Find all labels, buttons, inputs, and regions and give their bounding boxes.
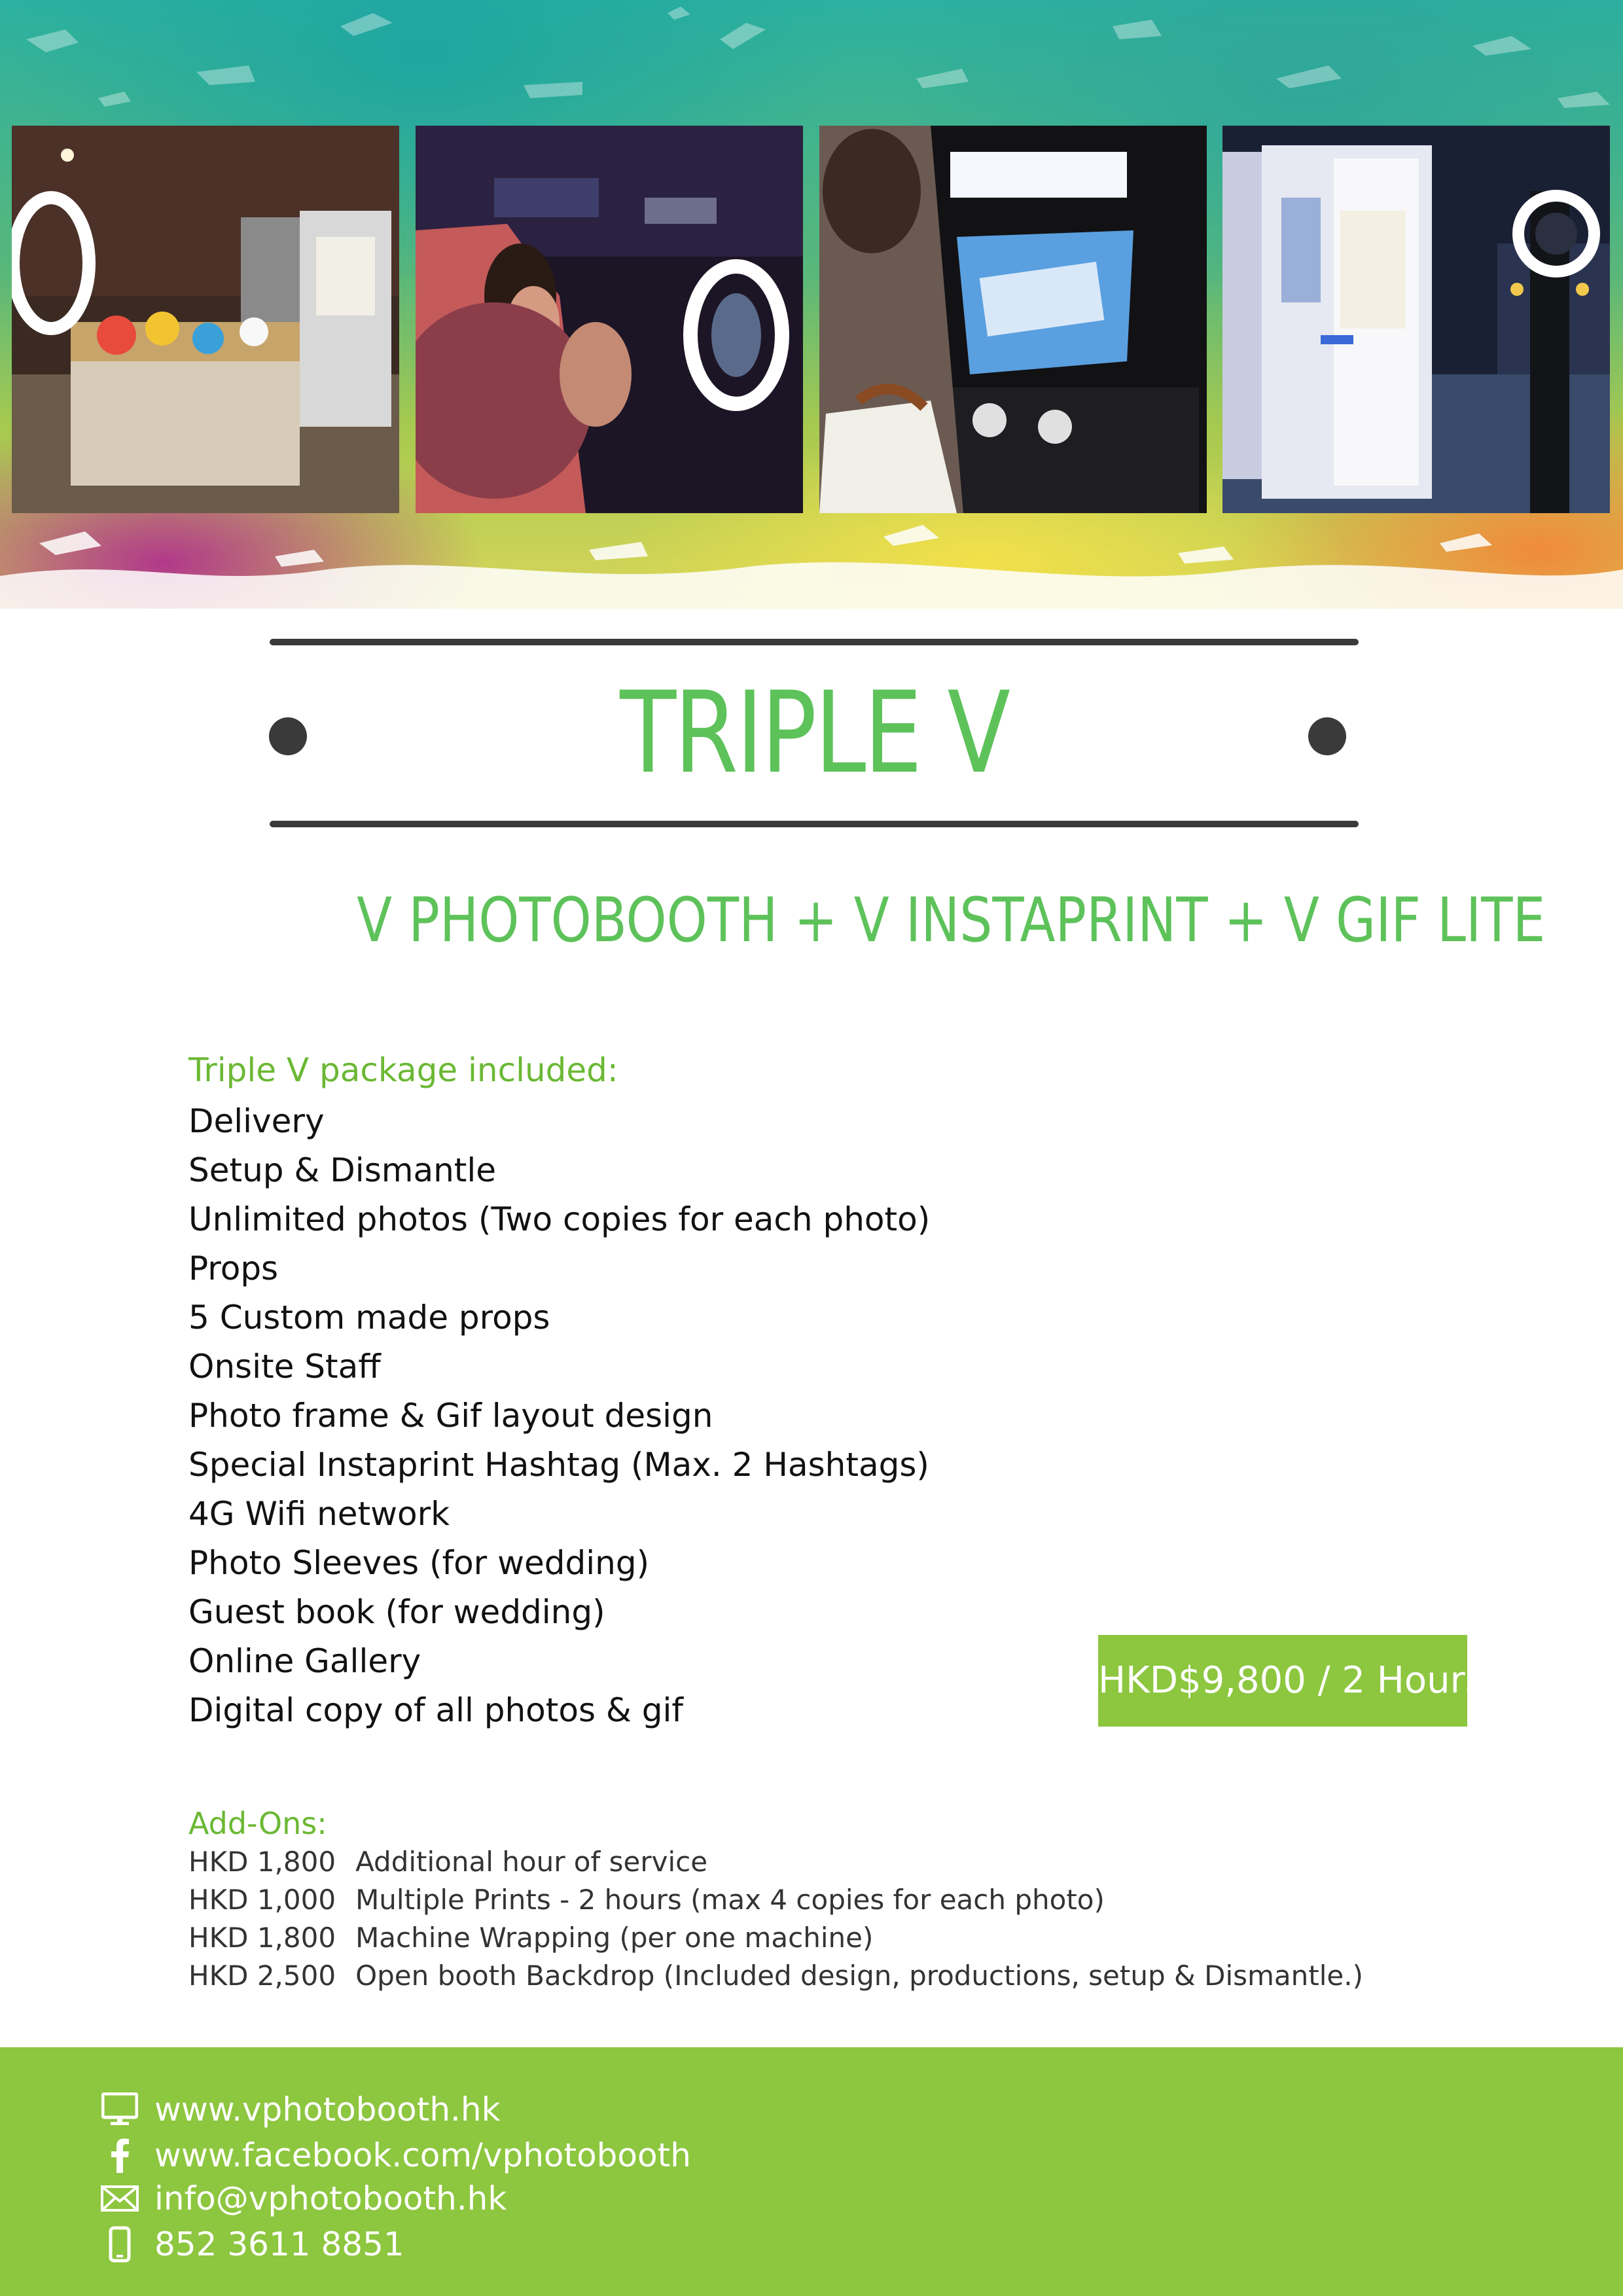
- package-item: 4G Wifi network: [188, 1495, 450, 1533]
- facebook-link[interactable]: www.facebook.com/vphotobooth: [154, 2136, 691, 2174]
- mobile-phone-icon: [98, 2223, 141, 2266]
- addons-heading: Add-Ons:: [188, 1806, 327, 1841]
- package-item: Setup & Dismantle: [188, 1151, 497, 1189]
- title-bottom-rule: [270, 821, 1359, 827]
- addon-price: HKD 1,800: [188, 1846, 336, 1878]
- addons-list: [188, 1843, 1363, 1995]
- addon-price: HKD 2,500: [188, 1960, 336, 1992]
- addon-item: [188, 1843, 1363, 1881]
- page-title: TRIPLE V: [620, 667, 1008, 798]
- contact-website[interactable]: [98, 2088, 501, 2131]
- contact-phone[interactable]: [98, 2223, 404, 2266]
- addon-text: Multiple Prints - 2 hours (max 4 copies for each photo): [355, 1884, 1105, 1916]
- package-item: Delivery: [188, 1102, 325, 1140]
- package-item: Photo frame & Gif layout design: [188, 1397, 713, 1435]
- title-left-dot: [269, 717, 307, 755]
- contact-facebook[interactable]: [98, 2134, 691, 2177]
- facebook-icon: [98, 2134, 141, 2177]
- contact-email[interactable]: [98, 2177, 507, 2220]
- addon-price: HKD 1,000: [188, 1884, 336, 1916]
- package-item: Special Instaprint Hashtag (Max. 2 Hashtags): [188, 1446, 929, 1484]
- package-item: Online Gallery: [188, 1642, 421, 1680]
- title-top-rule: [270, 639, 1359, 645]
- photo-ring-light-guests: [416, 126, 803, 513]
- photo-booth-machine: [1222, 126, 1610, 513]
- package-item: Onsite Staff: [188, 1348, 381, 1386]
- website-link[interactable]: www.vphotobooth.hk: [154, 2090, 501, 2128]
- services-subtitle: V PHOTOBOOTH + V INSTAPRINT + V GIF LITE: [357, 885, 1546, 956]
- photo-touchscreen-kiosk: [819, 126, 1207, 513]
- price-badge: HKD$9,800 / 2 Hours: [1098, 1635, 1467, 1727]
- addon-price: HKD 1,800: [188, 1922, 336, 1954]
- email-link[interactable]: info@vphotobooth.hk: [154, 2179, 507, 2217]
- addon-text: Machine Wrapping (per one machine): [355, 1922, 874, 1954]
- package-item: 5 Custom made props: [188, 1299, 550, 1336]
- addon-item: [188, 1919, 1363, 1957]
- package-item: Unlimited photos (Two copies for each photo): [188, 1200, 931, 1238]
- package-list: [188, 1097, 930, 1735]
- package-item: Props: [188, 1249, 279, 1287]
- envelope-icon: [98, 2177, 141, 2220]
- package-heading: Triple V package included:: [188, 1051, 618, 1089]
- phone-number[interactable]: 852 3611 8851: [154, 2225, 404, 2263]
- addon-text: Additional hour of service: [355, 1846, 708, 1878]
- photo-props-table: [12, 126, 399, 513]
- monitor-icon: [98, 2088, 141, 2131]
- addon-item: [188, 1881, 1363, 1919]
- package-item: Photo Sleeves (for wedding): [188, 1544, 650, 1582]
- package-item: Guest book (for wedding): [188, 1593, 605, 1631]
- title-right-dot: [1308, 717, 1346, 755]
- addon-item: [188, 1957, 1363, 1995]
- package-item: Digital copy of all photos & gif: [188, 1691, 684, 1729]
- addon-text: Open booth Backdrop (Included design, productions, setup & Dismantle.): [355, 1960, 1363, 1992]
